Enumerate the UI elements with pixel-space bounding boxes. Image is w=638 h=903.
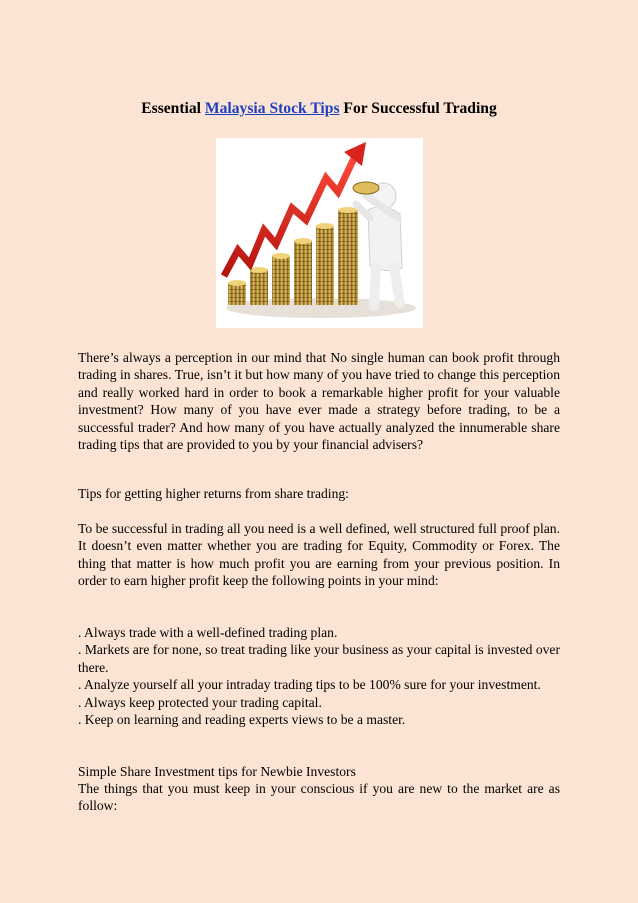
newbie-heading — [78, 763, 560, 780]
tips-heading — [78, 485, 560, 502]
newbie-heading-text: Simple Share Investment tips for Newbie Investors — [78, 764, 356, 779]
page-title — [0, 100, 638, 118]
plan-text: To be successful in trading all you need is a well defined, well structured full proof plan. It doesn’t even matter whether you are trading for Equity, Commodity or Forex. The thing that matter is how much profit you are earning from your previous position. In order to earn higher profit keep the following points in your mind: — [78, 521, 560, 589]
stock-growth-illustration — [216, 138, 423, 328]
list-item: . Always trade with a well-defined trading plan. — [78, 625, 338, 640]
intro-paragraph — [78, 349, 560, 453]
list-item: . Keep on learning and reading experts views to be a master. — [78, 712, 406, 728]
tips-list — [78, 624, 560, 728]
list-item: . Markets are for none, so treat trading like your business as your capital is invested over there. — [78, 642, 560, 675]
intro-text: There’s always a perception in our mind that No single human can book profit through trading in shares. True, isn’t it but how many of you have tried to change this perception and really worked hard in order to book a remarkable higher profit for your valuable investment? How many of you have ever made a strategy before trading, to be a successful trader? And how many of you have actually analyzed the innumerable share trading tips that are provided to you by your financial advisers? — [78, 350, 560, 453]
title-prefix: Essential — [141, 100, 205, 117]
plan-paragraph — [78, 520, 560, 590]
newbie-text: The things that you must keep in your conscious if you are new to the market are as follow: — [78, 781, 560, 814]
newbie-paragraph — [78, 780, 560, 815]
list-item: . Always keep protected your trading capital. — [78, 694, 322, 710]
title-suffix: For Successful Trading — [339, 100, 497, 117]
coin-stacks-arrow-image — [216, 138, 423, 328]
tips-heading-text: Tips for getting higher returns from share trading: — [78, 486, 349, 501]
white-figure — [353, 182, 402, 306]
list-item: . Analyze yourself all your intraday trading tips to be 100% sure for your investment. — [78, 677, 541, 693]
malaysia-stock-tips-link[interactable]: Malaysia Stock Tips — [204, 100, 340, 117]
